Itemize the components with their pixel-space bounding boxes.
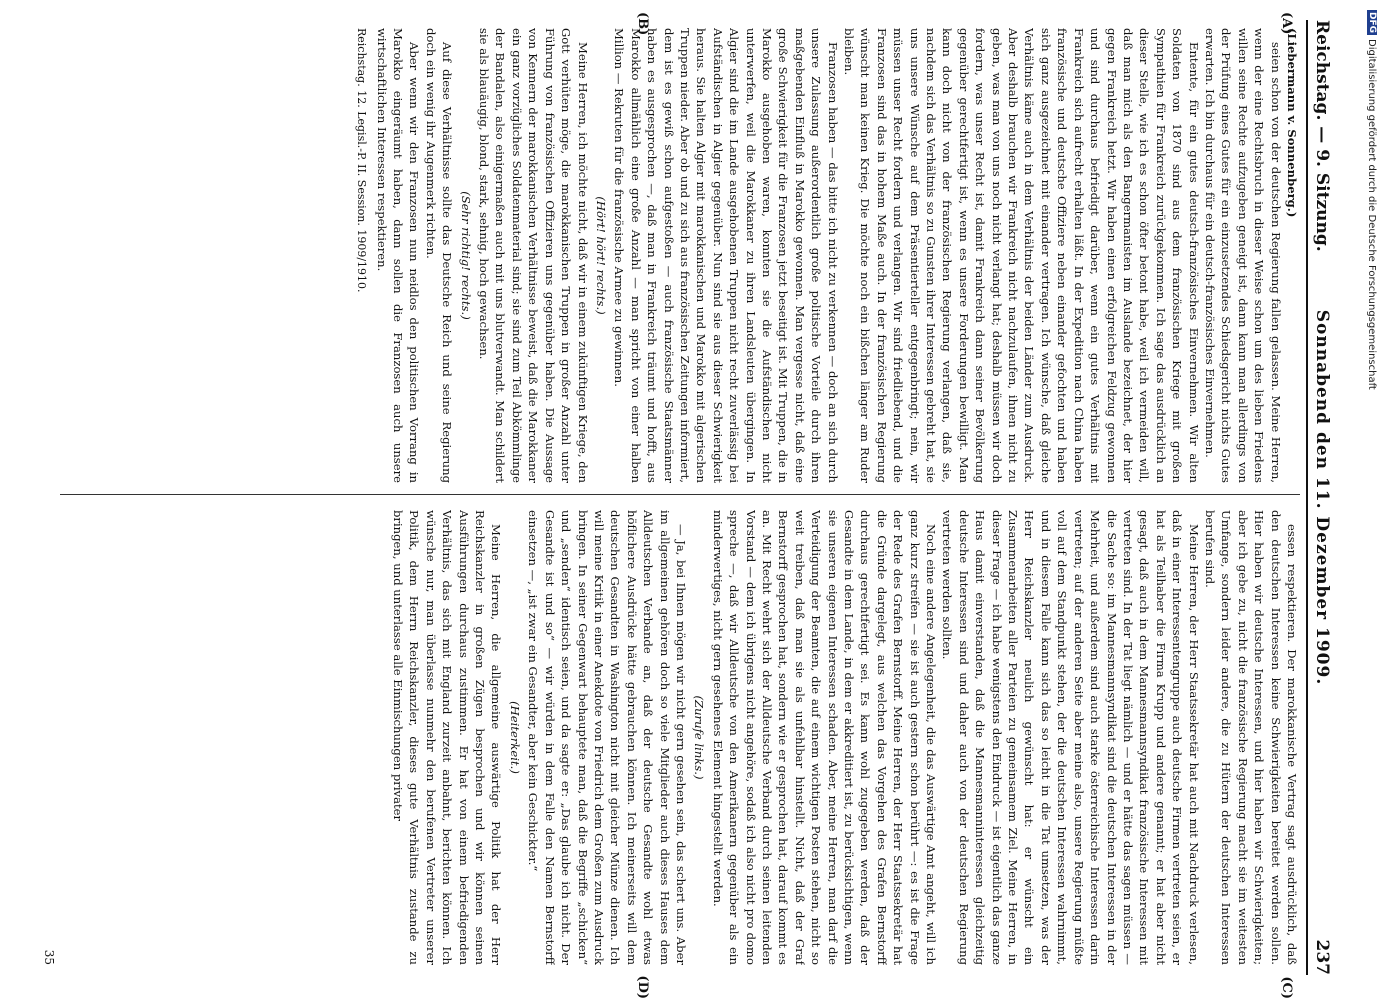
paragraph: Franzosen haben — das bitte ich nicht zu verkennen — doch an sich durch unsere Zulassung außerordentlich große politische Vorteile durch ihren maßgebenden Einfluß in Marokko gewonnen. Man vergesse nicht, daß eine große Schwierigkeit für die Franzosen jetzt beseitigt ist. Mit Truppen, die in Marokko ausgehoben waren, konnten sie die Aufständischen nicht unterwerfen, weil die Marokkaner zu ihren Landsleuten übergingen. In Algier sind die im Lande ausgehobenen Truppen nicht recht zuverlässig bei Aufständischen in Algier gegenüber. Nun sind sie aus dieser Schwierigkeit heraus. Sie halten Algier mit marokkanischen und Marokko mit algerischen Truppen nieder. Aber ob und zu sich aus französischen Zeitungen informiert, dem ist es gewiß schon aufgestoßen — auch französische Staatsmänner haben es ausgesprochen —, daß man in Frankreich träumt und hofft, aus Marokko allmählich eine große Anzahl — man spricht von einer halben Million — Rekruten für die französische Armee zu gewinnen. [612, 28, 840, 483]
running-head [1306, 20, 1334, 975]
credit-text: Digitalisierung gefördert durch die Deutsche Forschungsgemeinschaft [1366, 39, 1377, 390]
digitization-credit [1365, 10, 1377, 990]
signature-mark: 35 [42, 949, 56, 965]
page-number: 237 [1312, 939, 1332, 975]
interjection: (Hört! hört! rechts.) [593, 196, 608, 315]
running-head-left: Reichstag. — 9. Sitzung. [1312, 20, 1332, 252]
paragraph: Aber wenn wir den Franzosen nun neidlos den politischen Vorrang in Marokko eingeräumt haben, dann sollen die Franzosen auch unsere wirtschaftlichen Interessen respektieren. [374, 28, 422, 483]
paragraph: Meine Herren, die allgemeine auswärtige Politik hat der Herr Reichskanzler in großen Zügen besprochen und wir können seinen Ausführungen durchaus zustimmen. Er hat von einem befriedigenden Verhältnis, das sich mit England zurzeit anbahnt, berichten können. Ich wünsche nur, man überlasse nunmehr den berufenen Vertreter unserer Politik, dem Herrn Reichskanzler, dieses gute Verhältnis zustande zu bringen, und unterlasse alle Einmischungen privater [391, 510, 504, 965]
dfg-logo-icon: DFG [1367, 12, 1377, 34]
margin-marker-d: (D) [635, 975, 650, 999]
right-column [60, 510, 1300, 965]
speaker-name: (Liebermann v. Sonnenberg.) [1285, 28, 1299, 218]
left-column [60, 28, 1300, 483]
paragraph: — Ja, bei Ihnen mögen wir nicht gern gesehen sein, das schert uns. Aber im allgemeinen gehören doch so viele Mitglieder auch dieses Hauses dem Alldeutschen Verbande an, daß der deutsche Gesandte wohl etwas höflichere Ausdrücke hätte gebrauchen können. Ich meinerseits will dem deutschen Gesandten in Washington nicht mit gleicher Münze dienen. Ich will meine Kritik in einer Anekdote von Friedrich dem Großen zum Ausdruck bringen. In seiner Gegenwart behauptete man, daß die Begriffe „schicken“ und „senden“ identisch seien, und da sagte er: „Das glaube ich nicht. Der Gesandte ist und so“ — wir würden in dem Falle den Namen Bernstorff einsetzen —, „ist zwar ein Gesandter, aber kein Geschickter.“ [526, 510, 688, 965]
session-footer: Reichstag. 12. Legisl.-P. II. Session. 1909/1910. [355, 28, 369, 293]
interjection: (Sehr richtig! rechts.) [458, 191, 473, 320]
interjection: (Zurufe links.) [692, 695, 707, 780]
margin-marker-b: (B) [635, 12, 650, 36]
margin-marker-a: (A) [1279, 12, 1294, 35]
page-content [40, 10, 1340, 999]
running-head-date: Sonnabend den 11. Dezember 1909. [1312, 309, 1332, 686]
paragraph: essen respektieren. Der marokkanische Vertrag sagt ausdrücklich, daß den deutschen Interessen keine Schwierigkeiten bereitet werden sollen. Hier haben wir deutsche Interessen, und hier haben wir Schwierigkeiten; aber ich gebe zu, nicht die französische Regierung macht sie im weitesten Umfange, sondern leider andere, die zu Hütern der deutschen Interessen berufen sind. [1202, 510, 1299, 965]
paragraph: Meine Herren, ich möchte nicht, daß wir in einem zukünftigen Kriege, den Gott verhüten möge, die marokkanischen Truppen in großer Anzahl unter Führung von französischen Offizieren uns gegenüber haben. Die Aussage von Kennern der marokkanischen Verhältnisse beweist, daß die Marokkaner ein ganz vorzügliches Soldatenmaterial sind; sie sind zum Teil Abkömmlinge der Bandalen, also einigermaßen auch mit uns blutverwandt. Man schildert sie als blauäugig, blond, stark, sehnig, hoch gewachsen. [477, 28, 590, 483]
paragraph: Auf diese Verhältnisse sollte das Deutsche Reich und seine Regierung doch ein wenig ihr Augenmerk richten. [423, 28, 455, 483]
rotated-page [40, 10, 1340, 999]
paragraph: Meine Herren, der Herr Staatssekretär hat auch mit Nachdruck verlesen, daß in einer Interessentengruppe auch deutsche Firmen vertreten seien, er hat als Teilhaber die Firma Krupp und andere genannt; er hat aber nicht gesagt, daß auch in dem Mannesmannsyndikat französische Interessen mit vertreten sind. In der Tat liegt nämlich — und er hätte das sagen müssen — die Sache so: im Mannesmannsyndikat sind die deutschen Interessen in der Mehrheit, und außerdem sind auch starke österreichische Interessen darin vertreten; auf der anderen Seite aber meine also, unsere Regierung müßte voll auf dem Standpunkt stehen, der die deutschen Interessen wahrnimmt, und in diesem Falle kann sich das so leicht in die Tat umsetzen, was der Herr Reichskanzler neulich gewünscht hat: er wünscht ein Zusammenarbeiten aller Parteien zu gemeinsamem Ziel. Meine Herren, in dieser Frage — ich habe wenigstens den Eindruck — ist eigentlich das ganze Haus damit einverstanden, daß die Mannesmanninteressen gleichzeitig deutsche Interessen sind und daher auch von der deutschen Regierung vertreten werden sollten. [940, 510, 1201, 965]
paragraph: Noch eine andere Angelegenheit, die das Auswärtige Amt angeht, will ich ganz kurz streifen — sie ist auch gestern schon berührt —: es ist die Frage der Rede des Grafen Bernstorff. Meine Herren, der Herr Staatssekretär hat die Gründe dargelegt, aus welchen das Vorgehen des Grafen Bernstorff durchaus gerechtfertigt sei. Es kann wohl zugegeben werden, daß der Gesandte in dem Lande, in dem er akkreditiert ist, zu berücksichtigen, wenn sie unseren eigenen Interessen schaden. Aber, meine Herren, man darf die Verteidigung der Beamten, die auf einem wichtigen Posten stehen, nicht so weit treiben, daß man sie als unfehlbar hinstellt. Nicht, daß der Graf Bernstorff gesprochen hat, sondern wie er gesprochen hat, darauf kommt es an. Mit Recht wehrt sich der Alldeutsche Verband durch seinen leitenden Vorstand — dem ich übrigens nicht angehöre, sodaß ich also nicht pro domo spreche —, daß wir Alldeutsche von den Amerikanern gegenüber als ein minderwertiges, nicht gern gesehenes Element hingestellt werden. [710, 510, 939, 965]
column-divider [60, 494, 1300, 495]
paragraph: seien schon von der deutschen Regierung fallen gelassen. Meine Herren, wenn der eine Rechtsbruch in dieser Weise schon um des lieben Friedens willen seine Rechte aufzugeben geneigt ist, dann kann man allerdings von der Prüfung eines Gutes für ein einzusetzendes Schiedsgericht nichts Gutes erwarten. Ich bin durchaus für ein deutsch-französisches Einvernehmen. [1202, 28, 1283, 483]
margin-marker-c: (C) [1279, 976, 1294, 999]
interjection: (Heiterkeit.) [507, 701, 522, 774]
paragraph: Entente, für ein gutes deutsch-französisches Einvernehmen. Wir alten Soldaten von 1870 sind aus dem französischen Kriege mit großen Sympathien für Frankreich zurückgekommen. Ich sage das ausdrücklich an dieser Stelle, wie ich es schon öfter betont habe, weil ich vermeiden will, daß man mich als den Bangermanisten im Auslande bezeichnet, der hier gegen Frankreich hetzt. Wir haben einen erfolgreichen Feldzug gewonnen und sind durchaus befriedigt darüber, wenn ein gutes Verhältnis mit Frankreich sich aufrecht erhalten läßt. In der Expedition nach China haben französische und deutsche Offiziere neben einander gefochten und haben sich ganz ausgezeichnet mit einander vertragen. Ich wünsche, daß gleiche Verhältnis käme auch in dem Verhältnis der beiden Länder zum Ausdruck. Aber deshalb brauchen wir Frankreich nicht nachzulaufen, ihnen nicht zu geben, was man von uns noch nicht verlangt hat; deshalb müssen wir doch fordern, was unser Recht ist, damit Frankreich dann seiner Bevölkerung gegenüber gerechtfertigt ist, wenn es unsere Forderungen bewilligt. Man kann doch nicht von der französischen Regierung verlangen, daß sie, nachdem sich das Verhältnis so zu Gunsten ihrer Interessen gebreht hat, sie uns unsere Wünsche auf dem Präsentierteller entgegenbringt; nein, wir müssen unser Recht fordern und verlangen. Wir sind friedliebend, und die Franzosen sind das in hohem Maße auch. In der französischen Regierung wünscht man keinen Krieg. Die möchte noch ein bißchen länger am Ruder bleiben. [842, 28, 1201, 483]
